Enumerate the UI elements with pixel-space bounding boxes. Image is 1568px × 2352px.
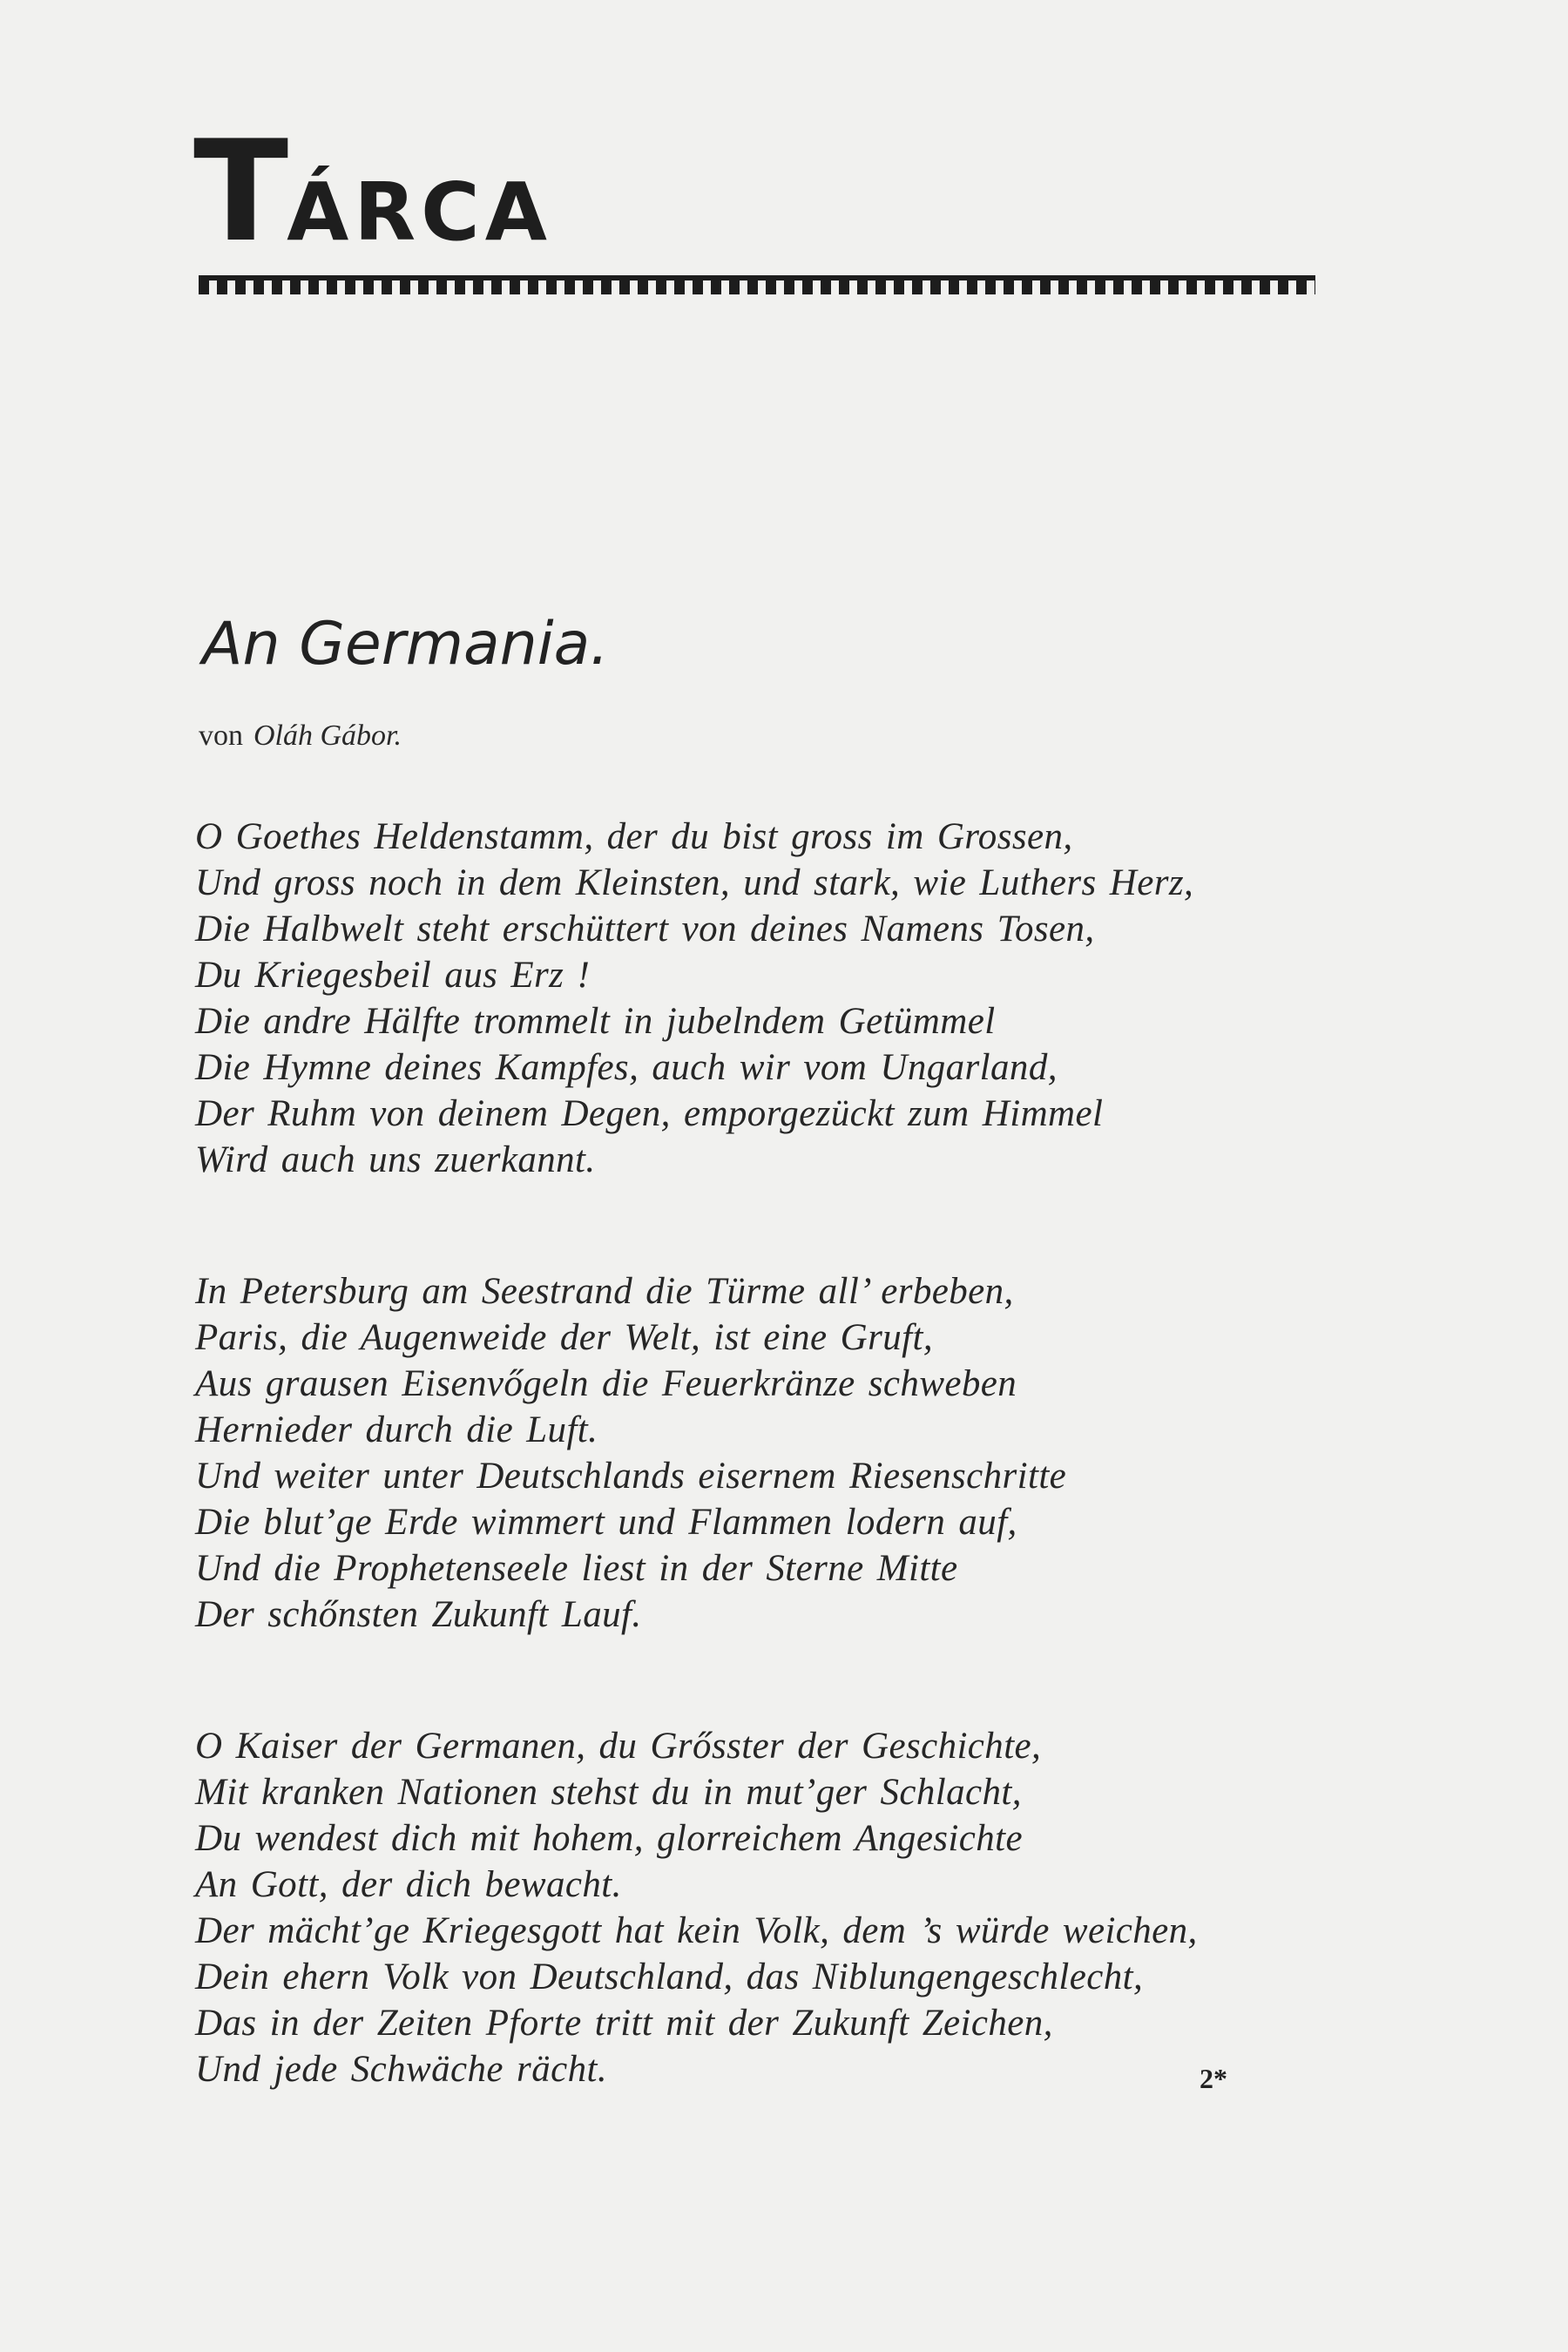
poem-line: Die Hymne deines Kampfes, auch wir vom Ungarland, (195, 1047, 1058, 1088)
poem-line: Das in der Zeiten Pforte tritt mit der Zukunft Zeichen, (195, 2003, 1053, 2044)
poem-line: Der mächt’ge Kriegesgott hat kein Volk, dem ’s würde weichen, (195, 1910, 1198, 1951)
poem-line: Der schőnsten Zukunft Lauf. (195, 1594, 642, 1635)
poem-line: Aus grausen Eisenvőgeln die Feuerkränze schweben (195, 1363, 1017, 1404)
poem-line: In Petersburg am Seestrand die Türme all’ erbeben, (195, 1271, 1014, 1312)
poem-line: Hernieder durch die Luft. (195, 1409, 598, 1450)
poem-line: Und gross noch in dem Kleinsten, und stark, wie Luthers Herz, (195, 862, 1194, 903)
stanza (195, 1723, 1362, 2092)
poem-line: Mit kranken Nationen stehst du in mut’ger Schlacht, (195, 1772, 1022, 1813)
stanza (195, 814, 1362, 1183)
header-rule-ticks (199, 280, 1315, 294)
poem-line: Und weiter unter Deutschlands eisernem Riesenschritte (195, 1456, 1067, 1497)
stanza (195, 1268, 1362, 1638)
section-header (193, 110, 552, 273)
poem-line: O Goethes Heldenstamm, der du bist gross im Grossen, (195, 816, 1073, 857)
page-number: 2* (1200, 2063, 1227, 2094)
poem-line: O Kaiser der Germanen, du Grősster der Geschichte, (195, 1726, 1042, 1767)
poem-line: Die Halbwelt steht erschüttert von deines Namens Tosen, (195, 909, 1095, 950)
poem-line: Und die Prophetenseele liest in der Sterne Mitte (195, 1548, 958, 1589)
poem-line: An Gott, der dich bewacht. (195, 1864, 622, 1905)
section-header-rest: ÁRCA (287, 166, 552, 259)
poem-line: Dein ehern Volk von Deutschland, das Niblungengeschlecht, (195, 1957, 1144, 1997)
author-name: Oláh Gábor. (253, 720, 402, 752)
poem-line: Wird auch uns zuerkannt. (195, 1139, 596, 1180)
poem-line: Du wendest dich mit hohem, glorreichem Angesichte (195, 1818, 1024, 1859)
poem-line: Und jede Schwäche rächt. (195, 2049, 607, 2090)
poem-title: An Germania. (202, 610, 609, 679)
poem-line: Der Ruhm von deinem Degen, emporgezückt zum Himmel (195, 1093, 1104, 1134)
poem-line: Die blut’ge Erde wimmert und Flammen lodern auf, (195, 1502, 1017, 1543)
poem-line: Paris, die Augenweide der Welt, ist eine Gruft, (195, 1317, 933, 1358)
byline-prefix: von (199, 720, 243, 752)
poem-line: Du Kriegesbeil aus Erz ! (195, 955, 591, 996)
poem-line: Die andre Hälfte trommelt in jubelndem Getümmel (195, 1001, 996, 1042)
section-header-initial: T (193, 110, 289, 273)
byline (199, 720, 402, 753)
poem-body (195, 814, 1362, 2178)
header-rule (199, 275, 1315, 294)
